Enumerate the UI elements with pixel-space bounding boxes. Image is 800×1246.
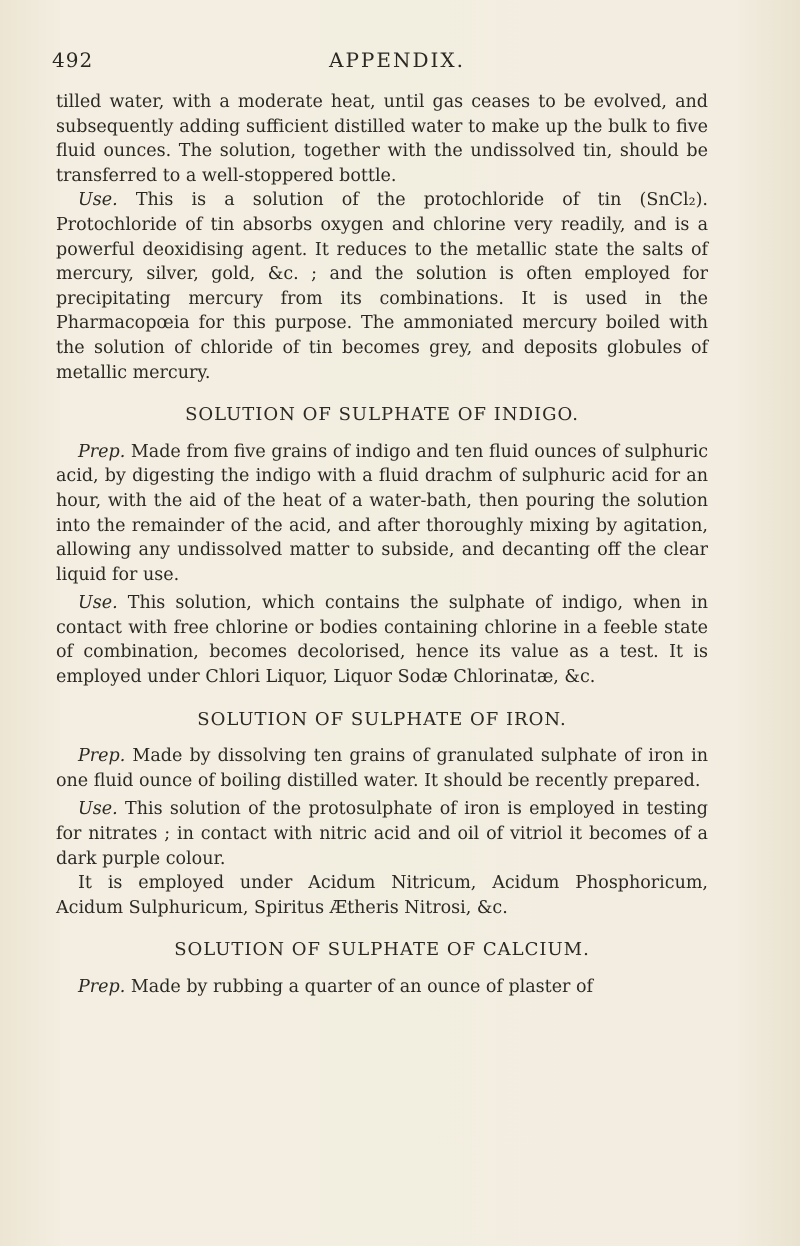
prep-label: Prep.: [78, 441, 126, 462]
paragraph-employed-iron: It is employed under Acidum Nitricum, Acidum Phosphoricum, Acidum Sulphuricum, Spiritus Ætheris Nitrosi, &c.: [56, 873, 708, 918]
page-title: APPENDIX.: [329, 48, 465, 72]
use-label: Use.: [78, 799, 118, 820]
prep-label: Prep.: [78, 977, 126, 997]
body-text: [56, 90, 708, 1000]
use-text: This is a solution of the protochloride of tin (SnCl₂). Protochloride of tin absorbs oxygen and chlorine very readily, and is a powerful deoxidising agent. It reduces to the metallic state the salts of mercury, silver, gold, &c. ; and the solution is often employed for precipitating mercury from its combinations. It is used in the Pharmacopœia for this purpose. The ammoniated mercury boiled with the solution of chloride of tin becomes grey, and deposits globules of metallic mercury.: [56, 190, 708, 383]
section-heading-iron: SOLUTION OF SULPHATE OF IRON.: [197, 708, 567, 730]
prep-text: Made from five grains of indigo and ten fluid ounces of sulphuric acid, by digesting the indigo with a fluid drachm of sulphuric acid for an hour, with the aid of the heat of a water-bath, then pouring the solution into the remainder of the acid, and after thoroughly mixing by agitation, allowing any undissolved matter to subside, and decanting off the clear liquid for use.: [56, 441, 708, 585]
use-label: Use.: [78, 190, 118, 211]
paragraph-prep-calcium: [56, 975, 708, 1000]
running-head: [52, 48, 742, 78]
paragraph-prep-iron: [56, 744, 708, 793]
paragraph-prep-indigo: [56, 440, 708, 588]
use-label: Use.: [78, 593, 118, 614]
paragraph-use-iron: [56, 797, 708, 871]
section-heading-calcium: SOLUTION OF SULPHATE OF CALCIUM.: [174, 939, 590, 961]
page-number: 492: [52, 48, 94, 72]
paragraph-use-indigo: [56, 591, 708, 689]
paragraph-continuation: tilled water, with a moderate heat, until gas ceases to be evolved, and subsequently adding sufficient distilled water to make up the bulk to five fluid ounces. The solution, together with the undissolved tin, should be transferred to a well-stoppered bottle.: [56, 92, 708, 186]
use-text: This solution, which contains the sulphate of indigo, when in contact with free chlorine or bodies containing chlorine in a feeble state of combination, becomes decolorised, hence its value as a test. It is employed under Chlori Liquor, Liquor Sodæ Chlorinatæ, &c.: [56, 593, 708, 688]
section-heading-indigo: SOLUTION OF SULPHATE OF INDIGO.: [185, 404, 579, 426]
prep-text: Made by rubbing a quarter of an ounce of plaster of: [130, 977, 593, 997]
paragraph-use-tin: [56, 188, 708, 385]
prep-text: Made by dissolving ten grains of granulated sulphate of iron in one fluid ounce of boiling distilled water. It should be recently prepared.: [56, 746, 708, 791]
prep-label: Prep.: [78, 746, 126, 767]
use-text: This solution of the protosulphate of iron is employed in testing for nitrates ; in contact with nitric acid and oil of vitriol it becomes of a dark purple colour.: [56, 799, 708, 869]
